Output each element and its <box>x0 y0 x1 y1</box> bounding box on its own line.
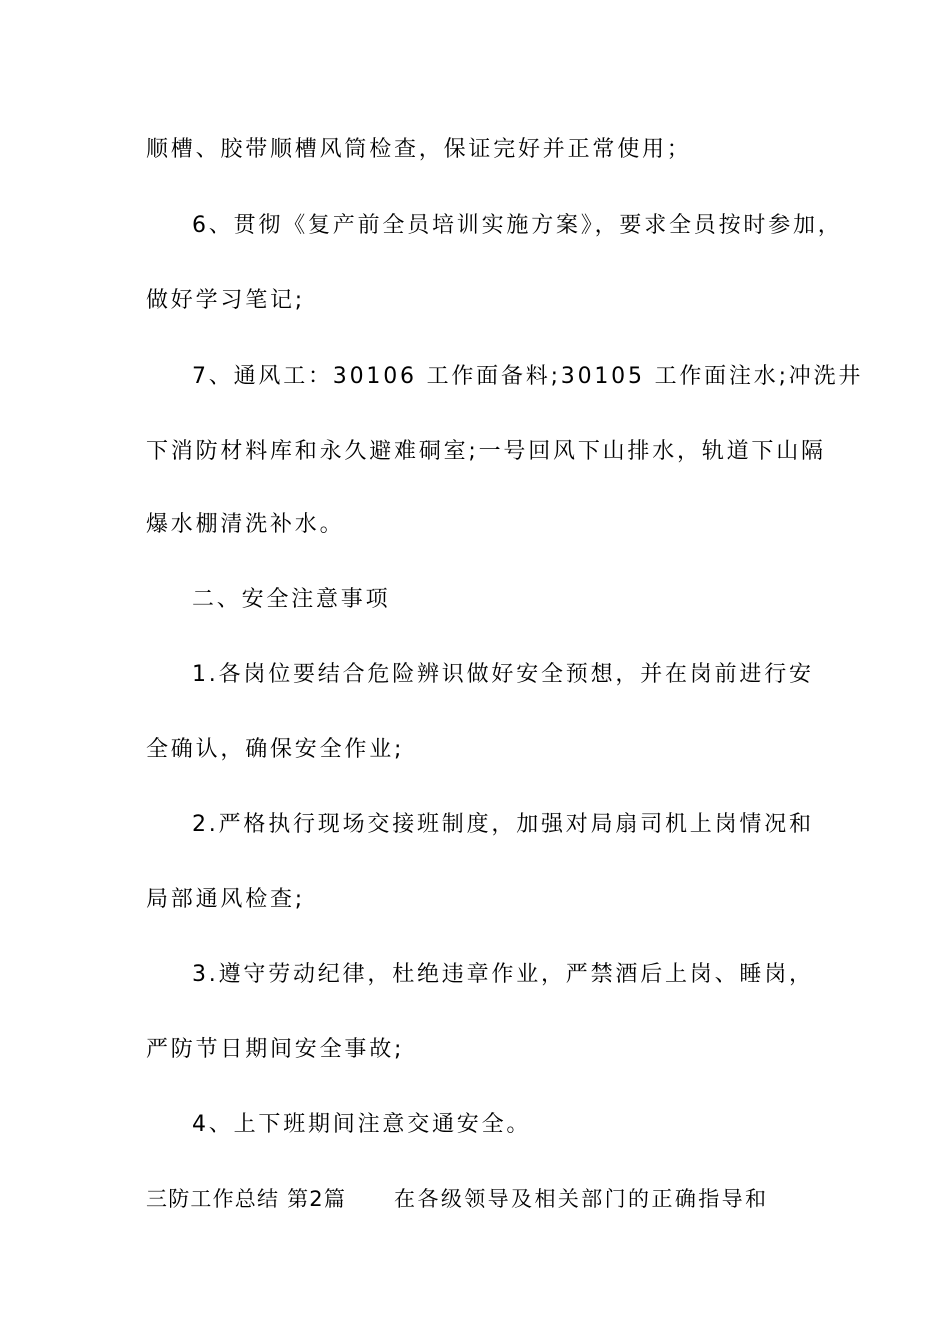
section-heading: 二、安全注意事项 <box>192 587 391 612</box>
text-line: 顺槽、胶带顺槽风筒检查，保证完好并正常使用； <box>146 137 692 162</box>
text-line: 3.遵守劳动纪律，杜绝违章作业，严禁酒后上岗、睡岗， <box>192 962 814 987</box>
text-line: 2.严格执行现场交接班制度，加强对局扇司机上岗情况和 <box>192 812 814 837</box>
text-line: 7、通风工：30106 工作面备料;30105 工作面注水;冲洗井 <box>192 364 864 389</box>
text-line: 严防节日期间安全事故; <box>146 1037 405 1062</box>
text-line: 全确认，确保安全作业; <box>146 737 405 762</box>
text-line: 局部通风检查; <box>146 887 306 912</box>
continuation-text: 在各级领导及相关部门的正确指导和 <box>394 1187 769 1211</box>
text-line: 爆水棚清洗补水。 <box>146 512 345 537</box>
text-line: 1.各岗位要结合危险辨识做好安全预想，并在岗前进行安 <box>192 662 814 687</box>
text-line: 4、上下班期间注意交通安全。 <box>192 1112 532 1137</box>
text-line: 下消防材料库和永久避难硐室;一号回风下山排水，轨道下山隔 <box>146 439 826 464</box>
section-title: 三防工作总结 第2篇 <box>146 1187 347 1211</box>
section-title-line <box>146 1184 826 1214</box>
text-line: 6、贯彻《复产前全员培训实施方案》，要求全员按时参加， <box>192 213 843 238</box>
text-line: 做好学习笔记; <box>146 288 306 313</box>
